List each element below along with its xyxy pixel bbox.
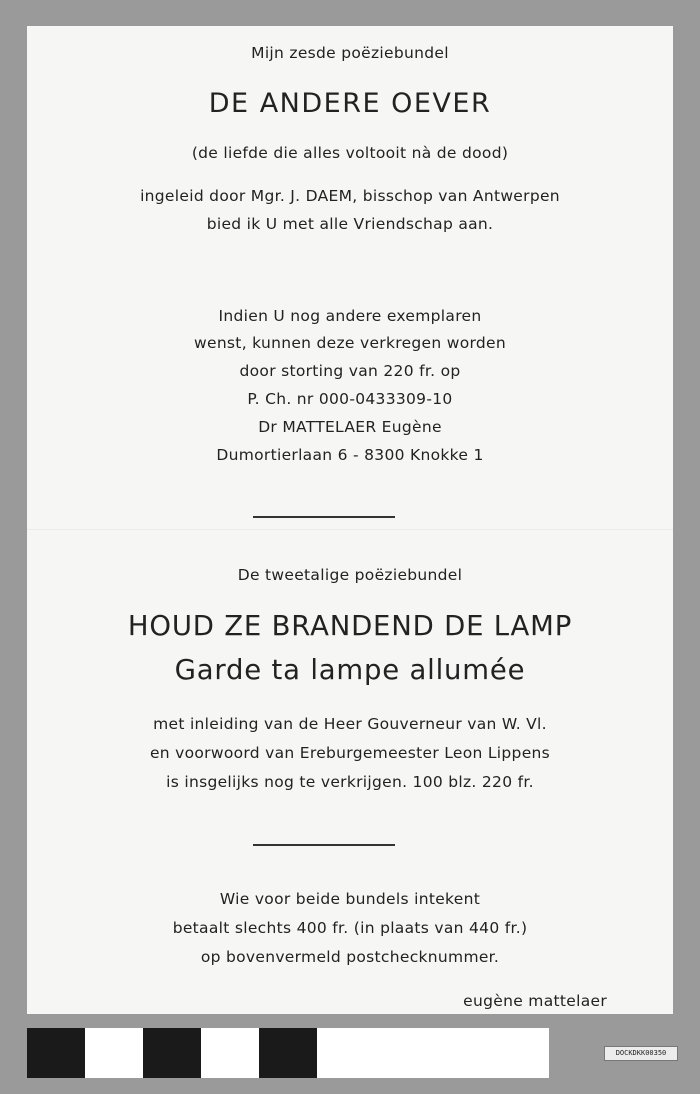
offer-line-1: Wie voor beide bundels intekent (219, 890, 481, 908)
calibration-patch (491, 1028, 549, 1078)
order-line-3: door storting van 220 fr. op (239, 362, 461, 380)
calibration-patch (259, 1028, 317, 1078)
calibration-patch (85, 1028, 143, 1078)
offer-line-3: op bovenvermeld postchecknummer. (200, 948, 500, 966)
intro-text-1: Mijn zesde poëziebundel (251, 44, 449, 62)
calibration-patch (27, 1028, 85, 1078)
divider-1 (253, 516, 395, 518)
intro-text-2: De tweetalige poëziebundel (237, 566, 463, 584)
calibration-patch (375, 1028, 433, 1078)
book-title-2: HOUD ZE BRANDEND DE LAMP (127, 610, 573, 642)
book-subtitle-1: (de liefde die alles voltooit nà de dood) (191, 144, 509, 162)
divider-2 (253, 844, 395, 846)
archive-id-label: DOCKDKK00350 (604, 1046, 678, 1061)
signature: eugène mattelaer (463, 992, 607, 1010)
book-title-2-french: Garde ta lampe allumée (174, 654, 526, 686)
order-line-2: wenst, kunnen deze verkregen worden (194, 334, 506, 352)
book2-line-3: is insgelijks nog te verkrijgen. 100 blz. 220 fr. (166, 773, 534, 791)
color-calibration-strip (27, 1028, 549, 1078)
dedication-line: bied ik U met alle Vriendschap aan. (206, 215, 494, 233)
book2-line-2: en voorwoord van Ereburgemeester Leon Lippens (149, 744, 551, 762)
book2-line-1: met inleiding van de Heer Gouverneur van W. Vl. (153, 715, 547, 733)
calibration-patch (317, 1028, 375, 1078)
fold-crease (27, 529, 673, 531)
introduction-line: ingeleid door Mgr. J. DAEM, bisschop van Antwerpen (140, 187, 560, 205)
calibration-patch (433, 1028, 491, 1078)
book-title-1: DE ANDERE OEVER (208, 88, 492, 119)
order-line-1: Indien U nog andere exemplaren (218, 307, 482, 325)
calibration-patch (143, 1028, 201, 1078)
order-line-4: P. Ch. nr 000-0433309-10 (247, 390, 453, 408)
document-page (27, 26, 673, 1014)
order-line-6: Dumortierlaan 6 - 8300 Knokke 1 (216, 446, 484, 464)
calibration-patch (201, 1028, 259, 1078)
offer-line-2: betaalt slechts 400 fr. (in plaats van 440 fr.) (172, 919, 528, 937)
order-line-5: Dr MATTELAER Eugène (258, 418, 442, 436)
